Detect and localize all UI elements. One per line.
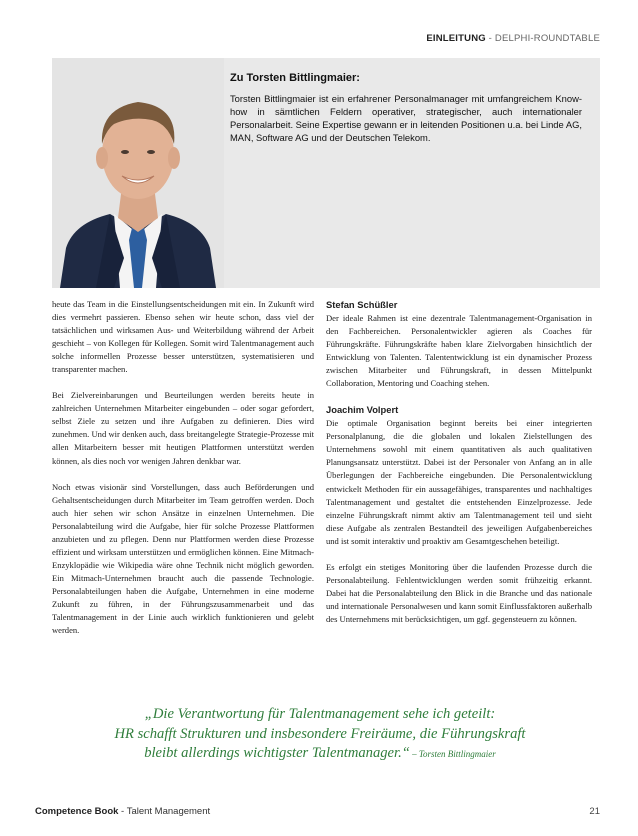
right-paragraph-1: Der ideale Rahmen ist eine dezentrale Talentmanagement-Organisation in den Fachbereichen. Personalentwickler agieren als Coaches für Führungskräfte. Führungskräfte haben klare Zielvorgaben hinsichtlich der Entwicklung von Talenten. Talententwicklung ist ein dynamischer Prozess zwischen Mitarbeiter und Führungskraft, in dessen Mittelpunkt Collaboration, Mentoring und Coaching stehen. [326,313,592,389]
portrait-photo [52,58,224,288]
profile-text [230,72,582,144]
left-column [52,298,314,650]
footer-topic: Talent Management [126,806,211,817]
profile-body: Torsten Bittlingmaier ist ein erfahrener Personalmanager mit umfangreichem Know-how in sämtlichen Feldern operativer, strategischer, auch internationaler Personalarbeit. Seine Expertise gewann er in leitenden Positionen u.a. bei Linde AG, MAN, Software AG und der Deutschen Telekom. [230,93,582,143]
quote-line-1: „Die Verantwortung für Talentmanagement sehe ich geteilt: [144,706,496,722]
left-paragraph-1: heute das Team in die Einstellungsentscheidungen mit ein. In Zukunft wird dies vermehrt passieren. Ebenso sehen wir heute schon, dass viel der tatsächlichen und wirksamen Aus- und Weiterbildung während der Arbeit geschieht – von Kollegen für Kollegen. Somit wird Talentmanagement auch solche informellen Prozesse besser unterstützen, systematisieren und transparenter machen. [52,299,314,375]
author-heading-volpert: Joachim Volpert [326,404,399,416]
profile-box [52,58,600,288]
pull-quote [40,705,600,765]
footer-separator: - [118,806,127,817]
header-separator: - [485,33,495,44]
page-number: 21 [589,806,600,817]
running-header [426,33,600,44]
quote-author: – Torsten Bittlingmaier [409,749,496,759]
header-section: EINLEITUNG [426,33,486,44]
quote-line-3-wrapper [40,744,600,765]
footer-publication-name: Competence Book [35,806,119,817]
right-paragraph-2: Die optimale Organisation beginnt bereits bei einer integrierten Personalplanung, die die globalen und lokalen Zielstellungen des Unternehmens sowohl mit einem quantitativen als auch qualitativen Planungsansatz unterstützt. Dabei ist der Personaler von Anfang an in alle Überlegungen der Fachbereiche eingebunden. Die Personalentwicklung entwickelt Methoden für ein aussagefähiges, transparentes und nachhaltiges Talentmanagement und gestaltet die entstehenden Einzelprozesse. Jede einzelne Führungskraft nimmt aktiv am Talentmanagement teil und sieht diese Aufgabe als zentralen Bestandteil des jeweiligen Aufgabenbereiches und ist somit interaktiv und proaktiv am Gesamtgeschehen beteiligt. [326,418,592,546]
left-paragraph-2: Bei Zielvereinbarungen und Beurteilungen werden bereits heute in zahlreichen Unternehmen Mitarbeiter eingebunden – oder sogar gefordert, selbst Ziele zu setzen und ihre Aufgaben zu definieren. Dies wird zunehmen. Und wir denken auch, dass breitangelegte Strategie-Prozesse mit allen Mitarbeitern besser mit heutigen Plattformen unterstützt werden können, als dies noch vor wenigen Jahren denkbar war. [52,390,314,466]
right-paragraph-3: Es erfolgt ein stetiges Monitoring über die laufenden Prozesse durch die Personalabteilung. Fehlentwicklungen werden somit frühzeitig erkannt. Dabei hat die Personalabteilung den Blick in die Branche und das nationale und internationale Personalwesen und kann somit Einflussfaktoren außerhalb des Unternehmens mit berücksichtigen, um ggf. gegensteuern zu können. [326,561,592,624]
left-paragraph-3: Noch etwas visionär sind Vorstellungen, dass auch Beförderungen und Gehaltsentscheidungen durch Mitarbeiter im Team getroffen werden. Doch auch hier sehen wir schon Ansätze in einzelnen Unternehmen. Die Personalabteilung wird die Aufgabe, hier für solche Prozesse Plattformen anzubieten und zu pflegen. Denn nur Plattformen werden diese Prozesse effizient und wirksam unterstützen und ermöglichen können. Eine Mitmach-Enzyklopädie wie Wikipedia wäre ohne Technik nicht möglich geworden. Ein Mitmach-Unternehmen braucht auch die passende Technologie. Personalabteilungen haben die Aufgabe, Unternehmen in eine moderne Zukunft zu führen, in der Führungszusammenarbeit und das Talentmanagement in der Linie auch wirklich funktionieren und gelebt werden. [52,481,314,636]
author-heading-schuessler: Stefan Schüßler [326,299,398,310]
profile-title: Zu Torsten Bittlingmaier: [230,72,360,84]
quote-line-2: HR schafft Strukturen und insbesondere Freiräume, die Führungskraft [114,725,526,742]
header-subsection: DELPHI-ROUNDTABLE [494,33,600,44]
footer-publication [35,806,210,817]
quote-line-3: bleibt allerdings wichtigster Talentmanager.“ [144,745,410,761]
portrait-illustration [52,58,224,288]
right-column [326,298,592,639]
